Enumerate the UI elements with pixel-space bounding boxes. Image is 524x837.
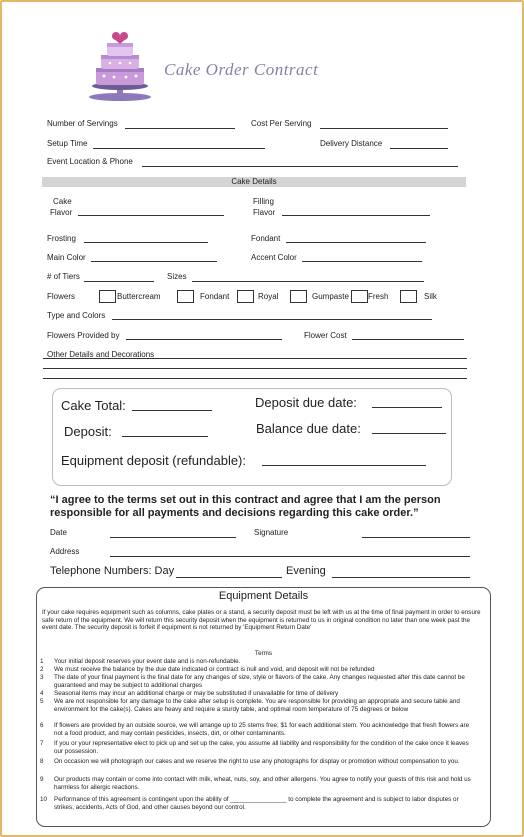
equipment-deposit-label: Equipment deposit (refundable): xyxy=(61,453,247,468)
setup-label: Setup Time xyxy=(47,139,88,148)
telephone-label: Telephone Numbers: Day xyxy=(50,565,175,577)
cake-flavor-label-2: Flavor xyxy=(50,208,73,217)
royal-label: Royal xyxy=(258,292,279,301)
terms-title: Terms xyxy=(254,650,273,657)
main-color-label: Main Color xyxy=(47,253,86,262)
term-text: Our products may contain or come into contact with milk, wheat, nuts, soy, and other allergens. You agree to notify your guests of this risk and hold us harmless for allergic reactions. xyxy=(54,776,471,791)
term-text: On occasion we will photograph our cakes and we reserve the right to use any photographs for display or promotion without compensation to you. xyxy=(54,758,460,765)
term-text: If you or your representative elect to pick up and set up the cake, you assume all liability and responsibility for the condition of the cake once it leaves our possession. xyxy=(54,740,469,755)
page-title: Cake Order Contract xyxy=(164,60,319,79)
agreement-statement: “I agree to the terms set out in this contract and agree that I am the person responsible for all payments and decisions regarding this cake order.” xyxy=(50,494,441,519)
cake-flavor-label-1: Cake xyxy=(53,197,72,206)
cake-total-label: Cake Total: xyxy=(61,398,126,413)
fondant-label: Fondant xyxy=(251,234,281,243)
term-number: 9 xyxy=(40,776,44,783)
filling-label-2: Flavor xyxy=(253,208,276,217)
cake-details-band: Cake Details xyxy=(42,177,466,187)
term-number: 6 xyxy=(40,722,44,729)
term-text: Your initial deposit reserves your event date and is non-refundable. xyxy=(54,658,241,665)
term-text: We are not responsible for any damage to the cake after setup is complete. You are responsible for providing an appropriate and secure table and environment for the cake(s). Cakes are heavy and require a sturdy table, and optimal room temperature of 75 degrees or below xyxy=(54,698,460,713)
date-label: Date xyxy=(50,528,67,537)
signature-label: Signature xyxy=(254,528,289,537)
term-text: Performance of this agreement is contingent upon the ability of ________________ to complete the agreement and is subject to labor disputes or strikes, accidents, Acts of God, and other causes beyond our control. xyxy=(54,796,459,811)
tiers-label: # of Tiers xyxy=(47,272,80,281)
frosting-label: Frosting xyxy=(47,234,76,243)
term-text: Seasonal items may incur an additional charge or may be substituted if unavailable for time of delivery xyxy=(54,690,339,697)
fondant-option-label: Fondant xyxy=(200,292,230,301)
term-number: 7 xyxy=(40,740,44,747)
address-label: Address xyxy=(50,547,80,556)
cost-label: Cost Per Serving xyxy=(251,119,312,128)
sizes-label: Sizes xyxy=(167,272,187,281)
term-number: 3 xyxy=(40,674,44,681)
balance-due-label: Balance due date: xyxy=(256,421,361,436)
silk-label: Silk xyxy=(424,292,437,301)
filling-label-1: Filling xyxy=(253,197,274,206)
deposit-due-label: Deposit due date: xyxy=(255,395,357,410)
servings-label: Number of Servings xyxy=(47,119,118,128)
equipment-intro: If your cake requires equipment such as columns, cake plates or a stand, a security deposit must be left with us at the time of final payment in order to ensure safe return of the equipment. We will return this security deposit when the equipment is returned to us in original condition no later than one week past the event date. The security deposit is forfeit if equipment is not returned by 'Equipment Return Date' xyxy=(42,609,481,632)
location-label: Event Location & Phone xyxy=(47,157,133,166)
accent-color-label: Accent Color xyxy=(251,253,297,262)
equipment-heading: Equipment Details xyxy=(218,590,309,602)
flower-cost-label: Flower Cost xyxy=(304,331,347,340)
term-text: We must receive the balance by the due date indicated or contract is null and void, and deposit will not be refunded xyxy=(54,666,375,673)
term-number: 10 xyxy=(40,796,48,803)
type-colors-label: Type and Colors xyxy=(47,311,106,320)
buttercream-label: Buttercream xyxy=(117,292,161,301)
gumpaste-label: Gumpaste xyxy=(312,292,349,301)
evening-label: Evening xyxy=(286,565,326,577)
term-number: 1 xyxy=(40,658,44,665)
term-text: The date of your final payment is the final date for any changes of size, style or flavors of the cake. Any changes requested after this date cannot be guaranteed and may be subject to additional charges xyxy=(54,674,465,689)
term-text: If flowers are provided by an outside source, we will arrange up to 25 stems free; $1 for each additional stem. You acknowledge that fresh flowers are not a food product, and may contain pesticides, insects, dirt, or other contaminants. xyxy=(54,722,470,737)
term-number: 4 xyxy=(40,690,44,697)
terms-list xyxy=(36,0,486,837)
other-details-label: Other Details and Decorations xyxy=(47,350,155,359)
term-number: 8 xyxy=(40,758,44,765)
flowers-label: Flowers xyxy=(47,292,76,301)
term-number: 5 xyxy=(40,698,44,705)
fresh-label: Fresh xyxy=(368,292,389,301)
term-number: 2 xyxy=(40,666,44,673)
flowers-provided-label: Flowers Provided by xyxy=(47,331,120,340)
deposit-label: Deposit: xyxy=(64,424,112,439)
distance-label: Delivery Distance xyxy=(320,139,383,148)
